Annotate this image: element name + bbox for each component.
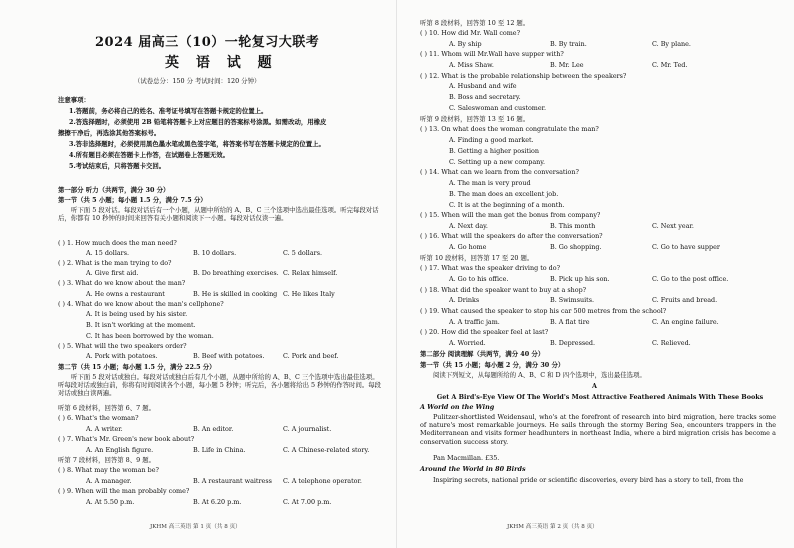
option-b: B. Beef with potatoes.	[193, 352, 265, 360]
option-b: B. At 6.20 p.m.	[193, 498, 242, 506]
option-a: A. An English figure.	[86, 446, 154, 454]
question-7: ( ) 7. What's Mr. Green's new book about?	[58, 435, 195, 443]
option-c: C. By plane.	[652, 40, 691, 48]
question-12: ( ) 12. What is the probable relationship between the speakers?	[420, 72, 627, 80]
notice-item: 1.答题前，务必将自己的姓名、准考证号填写在答题卡规定的位置上。	[69, 107, 268, 115]
section2-heading: 第二节（共 15 小题；每小题 1.5 分，满分 22.5 分）	[58, 363, 216, 371]
option-c: C. A telephone operator.	[283, 477, 362, 485]
question-5: ( ) 5. What will the two speakers order?	[58, 342, 187, 350]
option-c: C. At 7.00 p.m.	[283, 498, 332, 506]
question-15: ( ) 15. When will the man get the bonus from company?	[420, 211, 601, 219]
dialog-intro: 听第 6 段材料，回答第 6、7 题。	[58, 404, 156, 412]
option-c: C. 5 dollars.	[283, 249, 323, 257]
option-a: A. By ship	[449, 40, 482, 48]
section1-instructions: 听下面 5 段对话。每段对话后有一个小题，从题中所给的 A、B、C 三个选项中选出最佳选项。听完每段对话后，你都有 10 秒钟的时间来回答有关小题和阅读下一小题。每段对话仅读一遍。	[58, 206, 379, 223]
question-9: ( ) 9. When will the man probably come?	[58, 487, 190, 495]
option-a: A. A manager.	[86, 477, 132, 485]
question-13: ( ) 13. On what does the woman congratulate the man?	[420, 125, 599, 133]
exam-subtitle: 英 语 试 题	[165, 55, 278, 71]
book-description: Pulitzer-shortlisted Weidensaul, who's at the forefront of research into bird migration, here tracks some of nature's most remarkable journeys. He sails through the stormy Bering Sea, encounters trappers in the Mediterranean and visits former headhunters in northeast India, where a bird migration crisis has become a conservation success story.	[420, 413, 776, 446]
option-a: A. Finding a good market.	[449, 136, 534, 144]
question-6: ( ) 6. What's the woman?	[58, 414, 139, 422]
dialog-intro: 听第 9 段材料，回答第 13 至 16 题。	[420, 115, 530, 123]
option-c: C. Next year.	[652, 222, 694, 230]
notice-heading: 注意事项：	[58, 96, 90, 104]
page-footer: JKHM 高三英语 第 2 页（共 8 页）	[507, 524, 598, 530]
option-c: C. It is at the beginning of a month.	[449, 201, 565, 209]
option-a: A. A writer.	[86, 425, 123, 433]
question-18: ( ) 18. What did the speaker want to buy at a shop?	[420, 286, 587, 294]
option-c: C. Setting up a new company.	[449, 158, 546, 166]
option-a: A. Husband and wife	[449, 82, 517, 90]
question-10: ( ) 10. How did Mr. Wall come?	[420, 29, 521, 37]
option-a: A. It is being used by his sister.	[86, 310, 188, 318]
option-b: B. Do breathing exercises.	[193, 269, 279, 277]
option-a: A. At 5.50 p.m.	[86, 498, 135, 506]
option-a: A. Drinks	[449, 296, 480, 304]
question-20: ( ) 20. How did the speaker feel at last?	[420, 328, 549, 336]
part2-instructions: 阅读下列短文，从每题所给的 A、B、C 和 D 四个选项中，选出最佳选项。	[433, 371, 646, 379]
book-description: Inspiring secrets, national pride or scientific discoveries, every bird has a story to tell, from the	[433, 476, 744, 484]
book-title: A World on the Wing	[420, 403, 495, 411]
dialog-intro: 听第 7 段材料，回答第 8、9 题。	[58, 456, 156, 464]
option-b: B. Swimsuits.	[550, 296, 595, 304]
page-2	[397, 0, 794, 548]
option-a: A. Go home	[449, 243, 487, 251]
option-b: B. Getting a higher position	[449, 147, 539, 155]
option-c: C. A Chinese-related story.	[283, 446, 370, 454]
question-1: ( ) 1. How much does the man need?	[58, 239, 177, 247]
option-b: B. A restaurant waitress	[193, 477, 272, 485]
question-19: ( ) 19. What caused the speaker to stop his car 500 metres from the school?	[420, 307, 667, 315]
option-a: A. Go to his office.	[449, 275, 509, 283]
exam-title: 2024 届高三（10）一轮复习大联考	[95, 35, 320, 50]
option-c: C. Pork and beef.	[283, 352, 339, 360]
option-b: B. Depressed.	[550, 339, 596, 347]
option-a: A. 15 dollars.	[86, 249, 130, 257]
passage-title: Get A Bird's-Eye View Of The World's Most Attractive Feathered Animals With These Books	[436, 393, 764, 401]
section2-instructions: 听下面 5 段对话或独白。每段对话或独白后有几个小题，从题中所给的 A、B、C 三个选项中选出最佳选项。听每段对话或独白前，你将有时间阅读各个小题，每小题 5 秒钟；听完后，各小题将给出 5 秒钟的作答时间。每段对话或独白读两遍。	[58, 373, 382, 398]
option-b: B. 10 dollars.	[193, 249, 237, 257]
option-a: A. Pork with potatoes.	[86, 352, 158, 360]
option-b: B. Life in China.	[193, 446, 246, 454]
option-c: C. Fruits and bread.	[652, 296, 718, 304]
exam-info: （试卷总分：150 分 考试时间：120 分钟）	[134, 77, 261, 85]
option-a: A. The man is very proud	[449, 179, 531, 187]
option-a: A. Worried.	[449, 339, 486, 347]
option-a: A. A traffic jam.	[449, 318, 500, 326]
option-c: C. Go to have supper	[652, 243, 720, 251]
option-c: C. He likes Italy	[283, 290, 335, 298]
option-a: A. Give first aid.	[86, 269, 139, 277]
question-4: ( ) 4. What do we know about the man's cellphone?	[58, 300, 224, 308]
section1-heading: 第一节（共 5 小题；每小题 1.5 分，满分 7.5 分）	[58, 196, 207, 204]
option-c: C. A journalist.	[283, 425, 332, 433]
option-b: B. He is skilled in cooking	[193, 290, 278, 298]
option-c: C. Relax himself.	[283, 269, 338, 277]
part1-heading: 第一部分 听力（共两节，满分 30 分）	[58, 186, 170, 194]
question-14: ( ) 14. What can we learn from the conversation?	[420, 168, 579, 176]
dialog-intro: 听第 8 段材料，回答第 10 至 12 题。	[420, 19, 530, 27]
option-b: B. An editor.	[193, 425, 234, 433]
notice-item: 擦擦干净后，再选涂其他答案标号。	[58, 129, 161, 137]
question-17: ( ) 17. What was the speaker driving to do?	[420, 264, 561, 272]
option-b: B. It isn't working at the moment.	[86, 321, 196, 329]
option-b: B. By train.	[550, 40, 587, 48]
option-b: B. A flat tire	[550, 318, 590, 326]
passage-letter: A	[592, 382, 597, 390]
notice-item: 2.答选择题时，必须使用 2B 铅笔将答题卡上对应题目的答案标号涂黑。如需改动，用橡皮	[69, 118, 327, 126]
option-c: C. Go to the post office.	[652, 275, 729, 283]
part2-section1-heading: 第一节（共 15 小题；每小题 2 分，满分 30 分）	[420, 361, 565, 369]
option-a: A. He owns a restaurant	[86, 290, 165, 298]
book-title: Around the World in 80 Birds	[420, 465, 526, 473]
book-publisher: Pan Macmillan. £35.	[433, 454, 500, 462]
notice-item: 4.所有题目必须在答题卡上作答，在试题卷上答题无效。	[69, 151, 230, 159]
page-footer: JKHM 高三英语 第 1 页（共 8 页）	[150, 524, 241, 530]
question-8: ( ) 8. What may the woman be?	[58, 466, 159, 474]
question-2: ( ) 2. What is the man trying to do?	[58, 259, 172, 267]
option-b: B. The man does an excellent job.	[449, 190, 559, 198]
option-b: B. This month	[550, 222, 596, 230]
part2-heading: 第二部分 阅读理解（共两节，满分 40 分）	[420, 350, 545, 358]
option-c: C. Mr. Ted.	[652, 61, 688, 69]
option-c: C. An engine failure.	[652, 318, 719, 326]
question-16: ( ) 16. What will the speakers do after the conversation?	[420, 232, 603, 240]
notice-item: 5.考试结束后，只将答题卡交回。	[69, 162, 166, 170]
option-c: C. Saleswoman and customer.	[449, 104, 547, 112]
question-11: ( ) 11. Whom will Mr.Wall have supper with?	[420, 50, 564, 58]
option-a: A. Next day.	[449, 222, 488, 230]
dialog-intro: 听第 10 段材料，回答第 17 至 20 题。	[420, 254, 534, 262]
option-b: B. Mr. Lee	[550, 61, 584, 69]
option-b: B. Pick up his son.	[550, 275, 610, 283]
option-b: B. Go shopping.	[550, 243, 602, 251]
option-c: C. Relieved.	[652, 339, 691, 347]
option-b: B. Boss and secretary.	[449, 93, 521, 101]
option-a: A. Miss Shaw.	[449, 61, 494, 69]
notice-item: 3.答非选择题时，必须使用黑色墨水笔或黑色签字笔，将答案书写在答题卡规定的位置上。	[69, 140, 325, 148]
question-3: ( ) 3. What do we know about the man?	[58, 279, 186, 287]
option-c: C. It has been borrowed by the woman.	[86, 332, 214, 340]
